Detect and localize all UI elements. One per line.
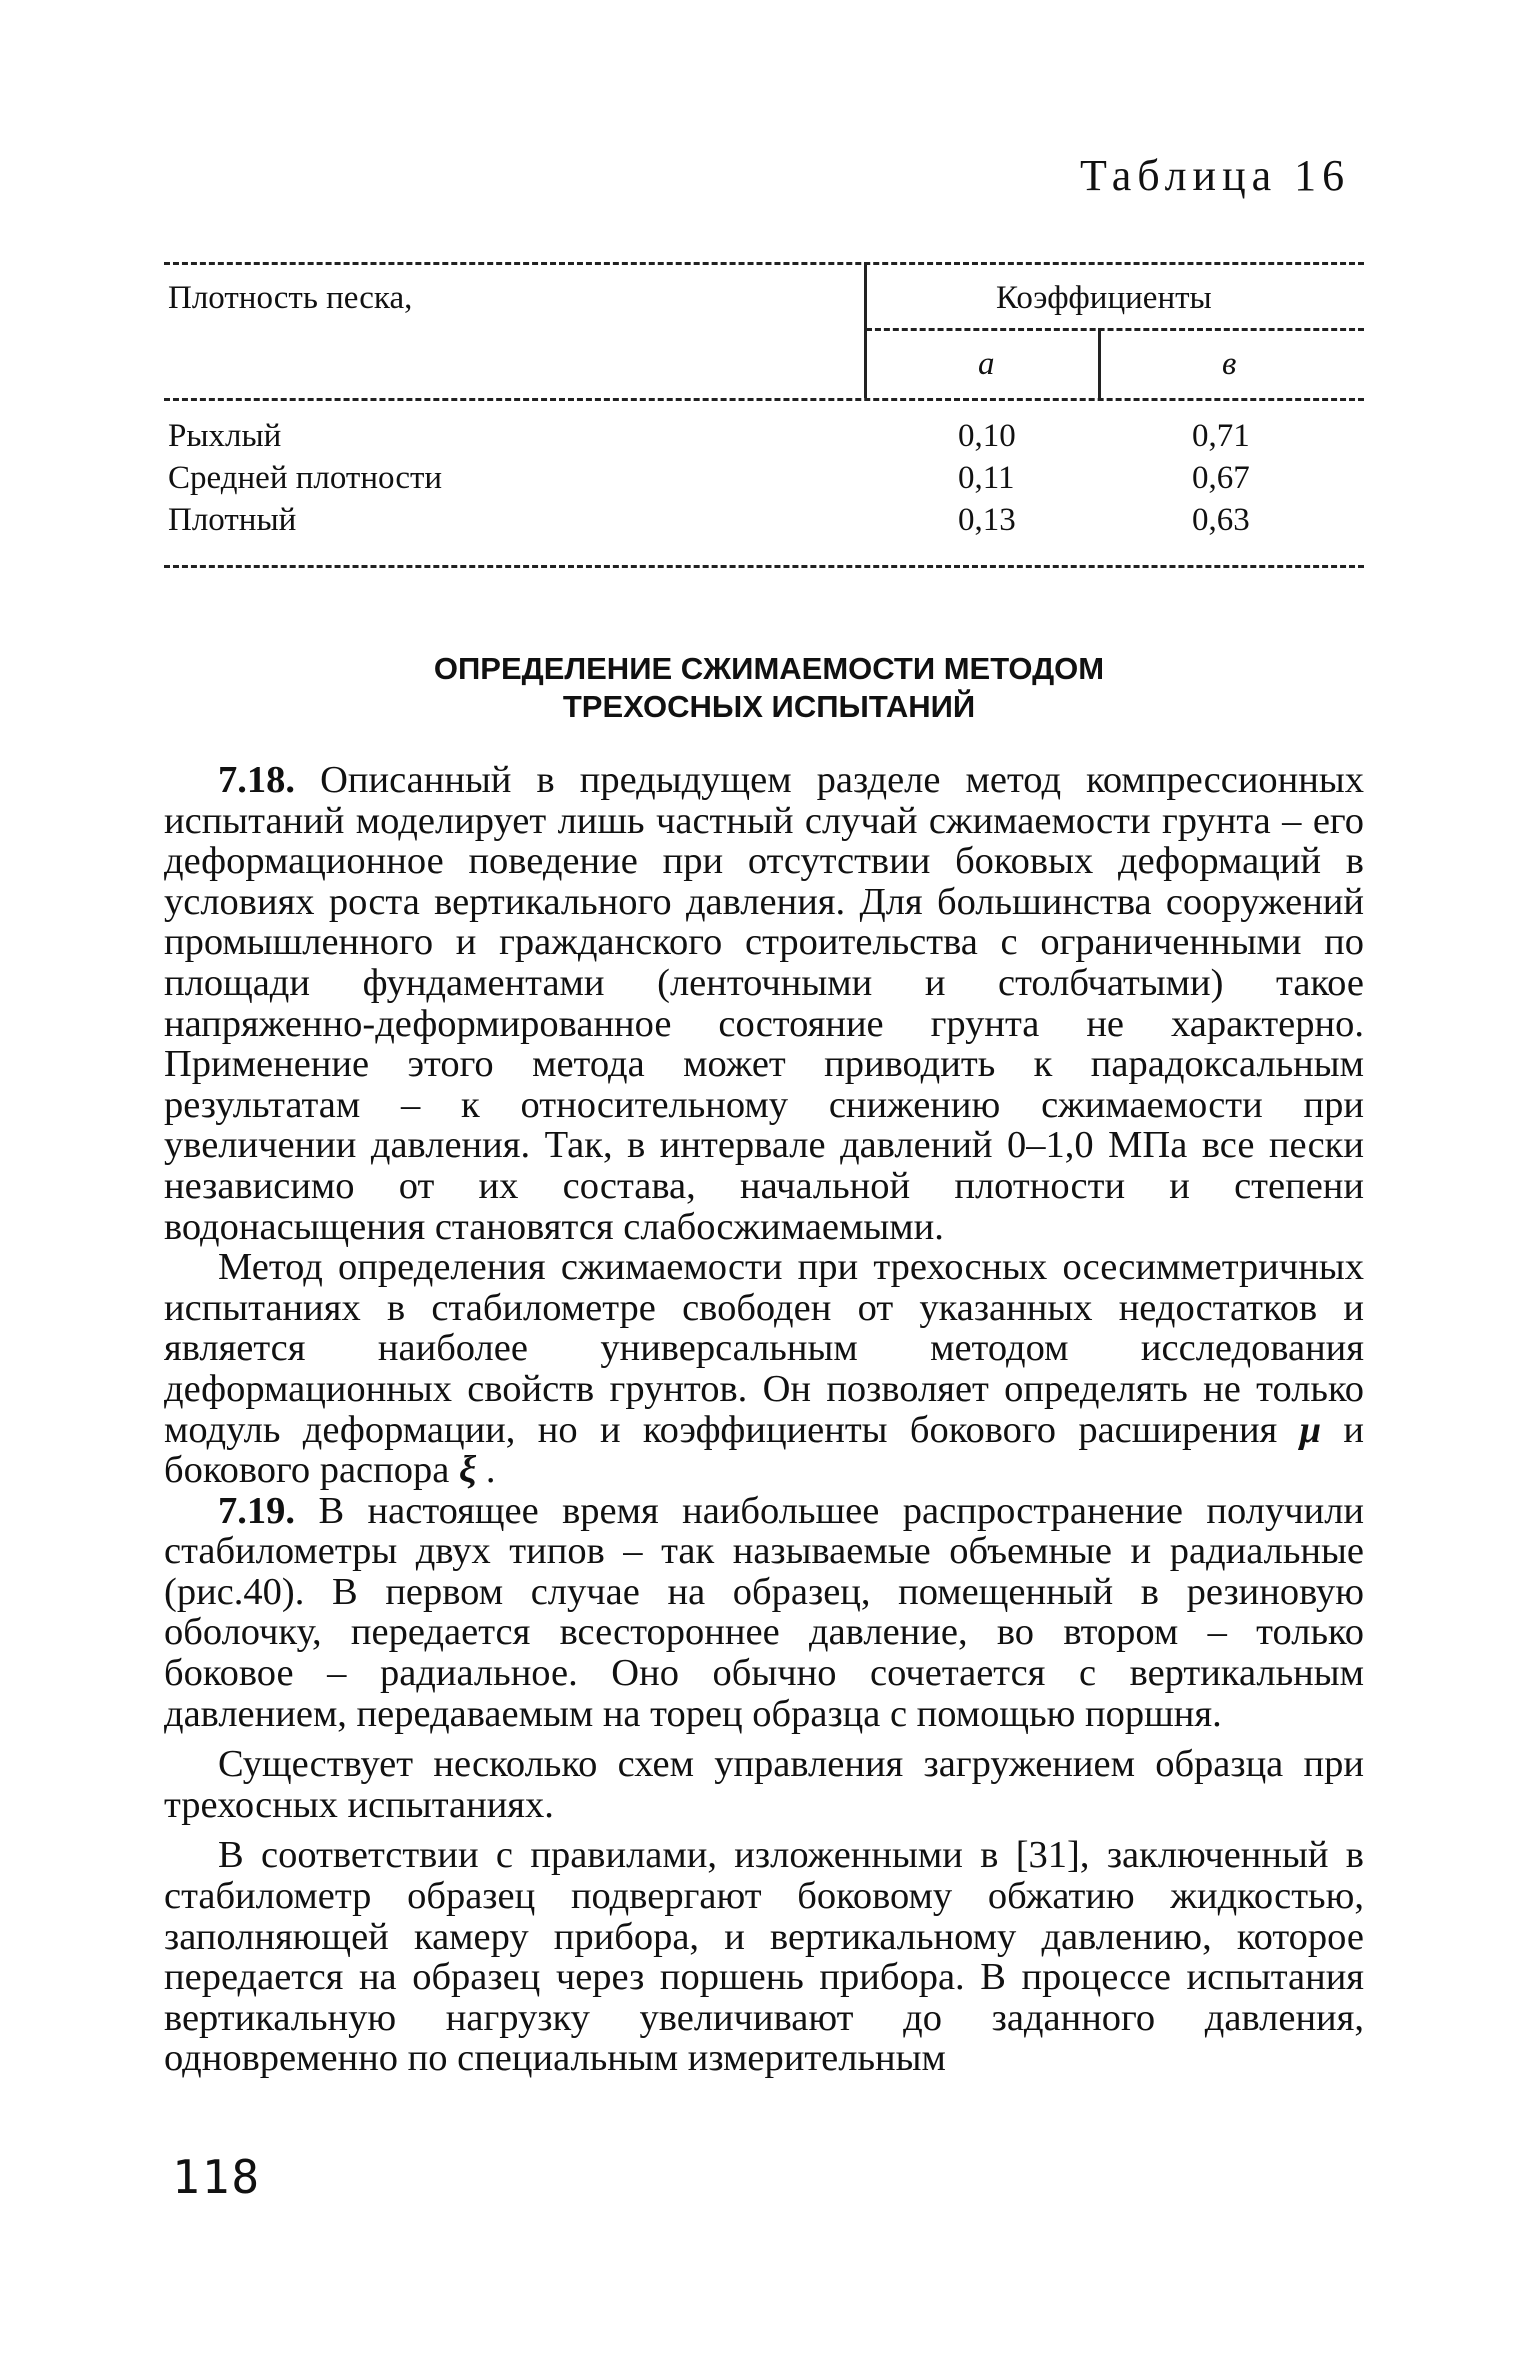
section-heading-line: ОПРЕДЕЛЕНИЕ СЖИМАЕМОСТИ МЕТОДОМ	[433, 651, 1105, 686]
table-cell-b: 0,67	[1192, 460, 1250, 496]
paragraph	[164, 1491, 1364, 1735]
table-cell-b: 0,63	[1192, 502, 1250, 538]
paragraph	[164, 1744, 1364, 1825]
paragraph-number: 7.19.	[218, 1489, 295, 1532]
table-cell-a: 0,11	[958, 460, 1015, 496]
table-row	[168, 418, 1368, 462]
xi-symbol: ξ	[458, 1449, 477, 1492]
paragraph	[164, 760, 1364, 1247]
table-cell-b: 0,71	[1192, 418, 1250, 454]
table-caption: Таблица 16	[1080, 151, 1351, 200]
table-top-rule	[164, 262, 1364, 265]
paragraph-text: .	[485, 1449, 496, 1492]
table-cell-a: 0,13	[958, 502, 1016, 538]
table-row	[168, 460, 1368, 504]
body-text	[164, 760, 1364, 2079]
section-heading	[300, 650, 1238, 726]
table-header-rule	[164, 398, 1364, 401]
table-row	[168, 502, 1368, 546]
table-cell-density: Плотный	[168, 502, 297, 538]
table-bottom-rule	[164, 565, 1364, 568]
paragraph-text: и бокового распора	[164, 1408, 1365, 1492]
table-cell-density: Рыхлый	[168, 418, 282, 454]
paragraph	[164, 1247, 1364, 1491]
table-header-col-a: a	[978, 346, 995, 382]
table-cell-a: 0,10	[958, 418, 1016, 454]
paragraph-text: В соответствии с правилами, изложенными в [31], заключенный в стабилометр образец подвергают боковому обжатию жидкостью, заполняющей камеру прибора, и вертикальному давлению, которое передается на образец через поршень прибора. В процессе испытания вертикальную нагрузку увеличивают до заданного давления, одновременно по специальным измерительным	[164, 1834, 1364, 2080]
paragraph-number: 7.18.	[218, 759, 295, 801]
paragraph-text: Описанный в предыдущем разделе метод компрессионных испытаний моделирует лишь частный случай сжимаемости грунта – его деформационное поведение при отсутствии боковых деформаций в условиях роста вертикального давления. Для большинства сооружений промышленного и гражданского строительства с ограниченными по площади фундаментами (ленточными и столбчатыми) такое напряженно-деформированное состояние грунта не характерно. Применение этого метода может приводить к парадоксальным результатам – к относительному снижению сжимаемости при увеличении давления. Так, в интервале давлений 0–1,0 МПа все пески независимо от их состава, начальной плотности и степени водонасыщения становятся слабосжимаемыми.	[164, 759, 1364, 1248]
table-header-density: Плотность песка,	[168, 280, 413, 316]
table-subcolumn-divider	[1098, 328, 1101, 398]
page-number: 118	[172, 2150, 262, 2204]
paragraph-text: Метод определения сжимаемости при трехосных осесимметричных испытаниях в стабилометре свободен от указанных недостатков и является наиболее универсальным методом исследования деформационных свойств грунтов. Он позволяет определять не только модуль деформации, но и коэффициенты бокового расширения	[164, 1246, 1364, 1451]
table-subheader-rule	[866, 328, 1364, 331]
paragraph-text: В настоящее время наибольшее распространение получили стабилометры двух типов – так называемые объемные и радиальные (рис.40). В первом случае на образец, помещенный в резиновую оболочку, передается всестороннее давление, во втором – только боковое – радиальное. Оно обычно сочетается с вертикальным давлением, передаваемым на торец образца с помощью поршня.	[164, 1489, 1365, 1735]
paragraph-text: Существует несколько схем управления загружением образца при трехосных испытаниях.	[164, 1743, 1364, 1826]
table-cell-density: Средней плотности	[168, 460, 443, 496]
table-header-col-b: в	[1222, 346, 1237, 382]
table-header-coefficients: Коэффициенты	[996, 280, 1212, 316]
mu-symbol: μ	[1299, 1408, 1322, 1451]
section-heading-line: ТРЕХОСНЫХ ИСПЫТАНИЙ	[562, 689, 976, 724]
paragraph	[164, 1835, 1364, 2079]
